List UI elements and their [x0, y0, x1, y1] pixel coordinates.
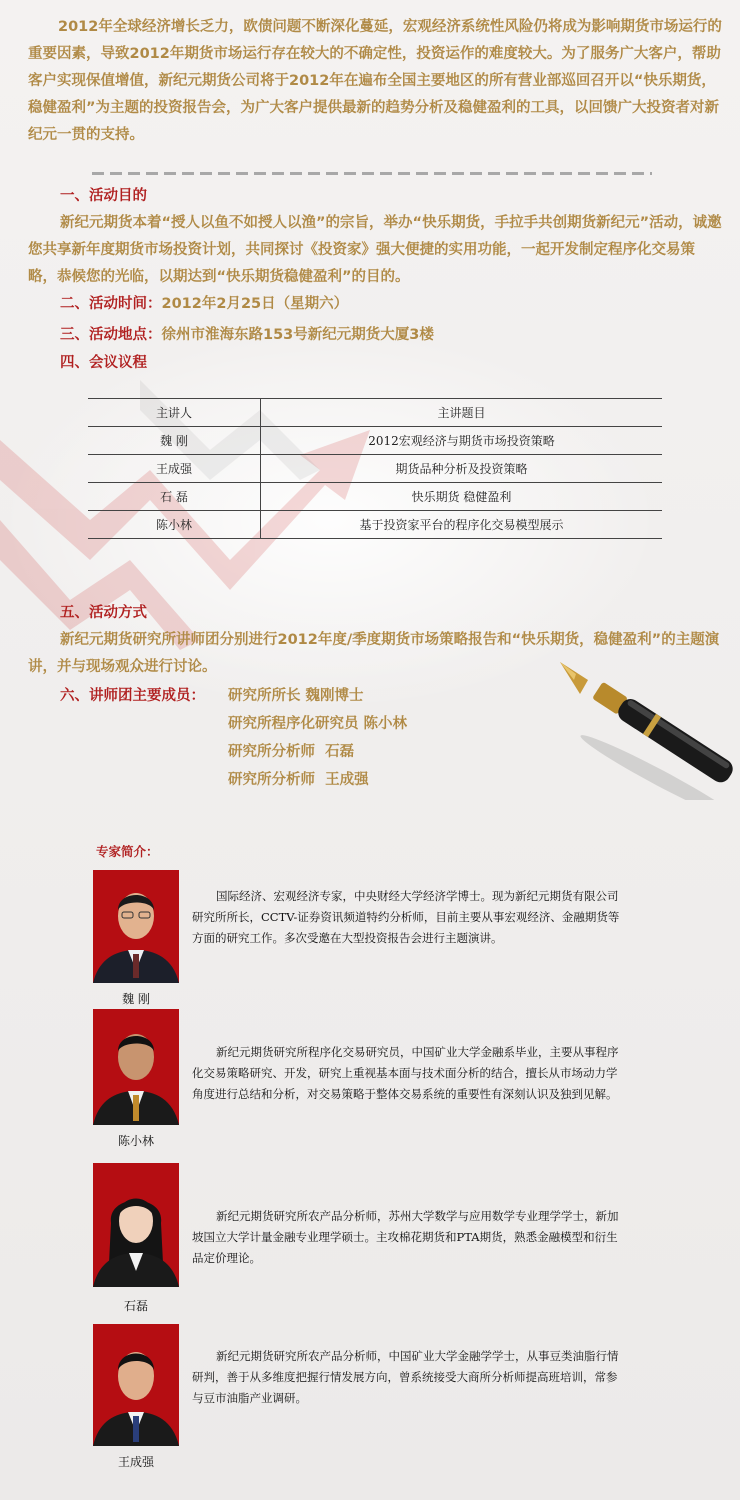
team-member: 研究所程序化研究员 陈小林: [228, 716, 408, 732]
topic-cell: 基于投资家平台的程序化交易模型展示: [261, 511, 663, 539]
experts-title: 专家简介：: [96, 844, 159, 859]
table-row: [88, 455, 662, 483]
expert-bio: 国际经济、宏观经济专家，中央财经大学经济学博士。现为新纪元期货有限公司研究所所长，CCTV-证券资讯频道特约分析师，目前主要从事宏观经济、金融期货等方面的研究工作。多次受邀在大型投资报告会进行主题演讲。: [192, 889, 620, 945]
topic-cell: 2012宏观经济与期货市场投资策略: [261, 427, 663, 455]
dashed-divider: [92, 172, 652, 175]
speaker-cell: 石 磊: [88, 483, 261, 511]
table-row: [88, 427, 662, 455]
method-title: 五、活动方式: [60, 605, 147, 621]
team-label: 六、讲师团主要成员：: [60, 688, 205, 704]
time-line: [60, 291, 348, 318]
expert-name: 魏 刚: [122, 992, 150, 1006]
place-value: 徐州市淮海东路153号新纪元期货大厦3楼: [161, 327, 434, 343]
speaker-cell: 王成强: [88, 455, 261, 483]
expert-name: 王成强: [117, 1455, 154, 1469]
expert-photo-chen-xiaolin: [93, 1009, 179, 1125]
expert-bio: 新纪元期货研究所程序化交易研究员，中国矿业大学金融系毕业，主要从事程序化交易策略研究、开发，研究上重视基本面与技术面分析的结合，擅长从市场动力学角度进行总结和分析，对交易策略于整体交易系统的重要性有深刻认识及独到见解。: [192, 1045, 619, 1101]
time-label: 二、活动时间：: [60, 296, 162, 312]
expert-bio: 新纪元期货研究所农产品分析师，中国矿业大学金融学学士，从事豆类油脂行情研判，善于从多维度把握行情发展方向，曾系统接受大商所分析师提高班培训，常参与豆市油脂产业调研。: [192, 1349, 619, 1405]
expert-photo-shi-lei: [93, 1163, 179, 1287]
expert-name: 石磊: [123, 1299, 148, 1313]
agenda-table: [88, 398, 662, 539]
place-label: 三、活动地点：: [60, 327, 162, 343]
purpose-body: 新纪元期货本着“授人以鱼不如授人以渔”的宗旨，举办“快乐期货，手拉手共创期货新纪元”活动，诚邀您共享新年度期货市场投资计划，共同探讨《投资家》强大便捷的实用功能，一起开发制定程序化交易策略，恭候您的光临，以期达到“快乐期货稳健盈利”的目的。: [28, 215, 722, 285]
team-member: 研究所分析师 石磊: [228, 744, 355, 760]
time-value: 2012年2月25日（星期六）: [161, 296, 349, 312]
header-speaker: 主讲人: [88, 399, 261, 427]
expert-photo-wei-gang: [93, 870, 179, 983]
table-row: [88, 483, 662, 511]
purpose-title: 一、活动目的: [60, 188, 147, 204]
topic-cell: 快乐期货 稳健盈利: [261, 483, 663, 511]
expert-photo-wang-chengqiang: [93, 1324, 179, 1446]
speaker-cell: 魏 刚: [88, 427, 261, 455]
intro-paragraph: 2012年全球经济增长乏力，欧债问题不断深化蔓延，宏观经济系统性风险仍将成为影响期货市场运行的重要因素，导致2012年期货市场运行存在较大的不确定性，投资运作的难度较大。为了服务广大客户，帮助客户实现保值增值，新纪元期货公司将于2012年在遍布全国主要地区的所有营业部巡回召开以“快乐期货，稳健盈利”为主题的投资报告会，为广大客户提供最新的趋势分析及稳健盈利的工具，以回馈广大投资者对新纪元一贯的支持。: [28, 19, 722, 143]
table-header-row: [88, 399, 662, 427]
team-member: 研究所分析师 王成强: [228, 772, 369, 788]
topic-cell: 期货品种分析及投资策略: [261, 455, 663, 483]
header-topic: 主讲题目: [261, 399, 663, 427]
team-member: 研究所所长 魏刚博士: [228, 688, 364, 704]
expert-name: 陈小林: [117, 1134, 154, 1148]
method-body: 新纪元期货研究所讲师团分别进行2012年度/季度期货市场策略报告和“快乐期货，稳健盈利”的主题演讲，并与现场观众进行讨论。: [28, 632, 720, 675]
agenda-title: 四、会议议程: [60, 355, 147, 371]
table-row: [88, 511, 662, 539]
speaker-cell: 陈小林: [88, 511, 261, 539]
expert-bio: 新纪元期货研究所农产品分析师，苏州大学数学与应用数学专业理学学士，新加坡国立大学计量金融专业理学硕士。主攻棉花期货和PTA期货，熟悉金融模型和衍生品定价理论。: [192, 1209, 619, 1265]
place-line: [60, 322, 434, 349]
